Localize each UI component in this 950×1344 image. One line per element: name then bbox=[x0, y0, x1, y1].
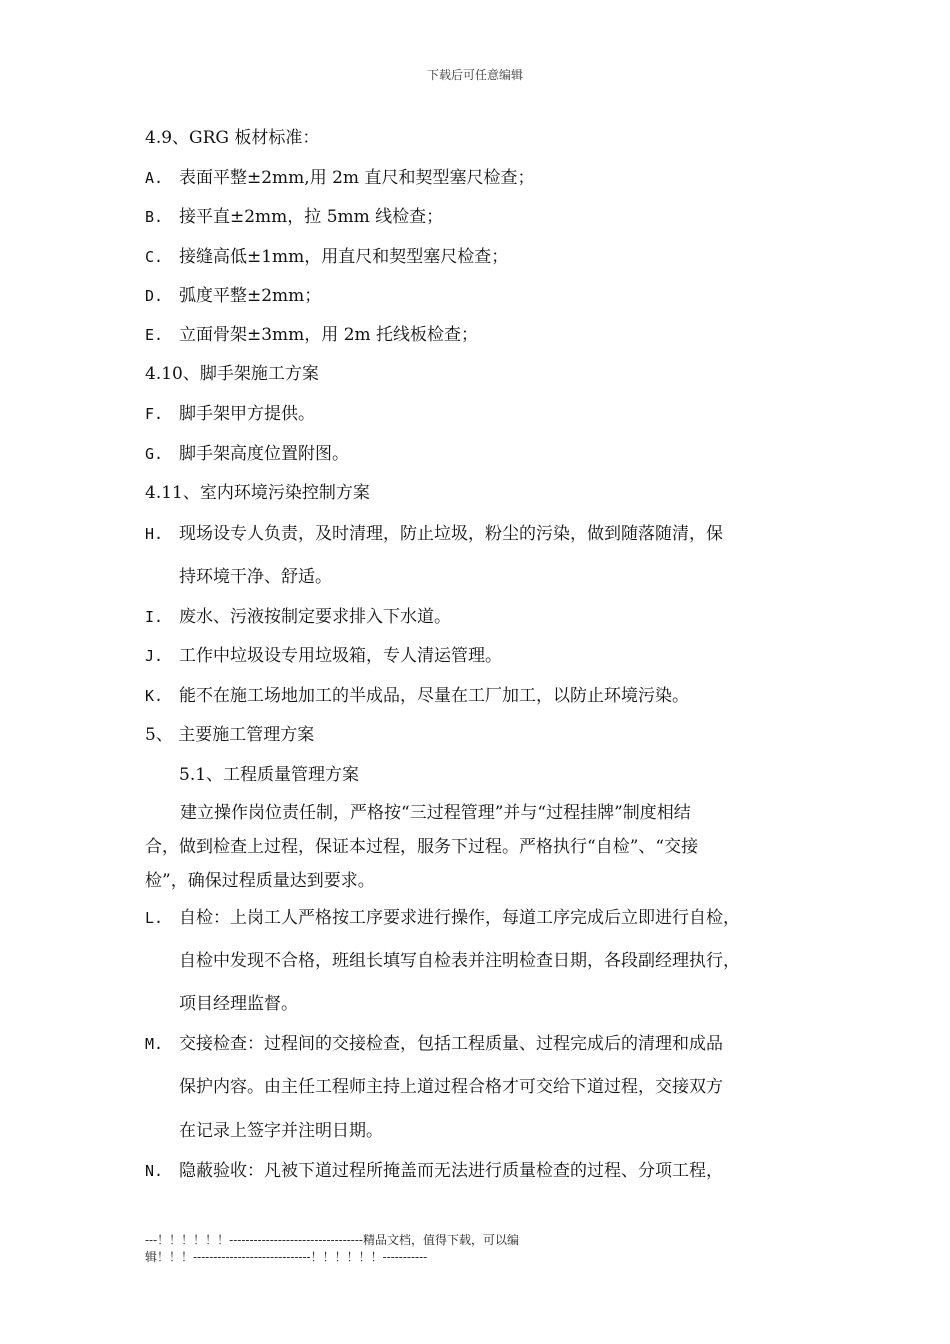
list-item-continuation: 自检中发现不合格，班组长填写自检表并注明检查日期，各段副经理执行， bbox=[179, 951, 740, 971]
list-marker: H. bbox=[145, 525, 164, 543]
list-item-text: 脚手架高度位置附图。 bbox=[179, 444, 349, 464]
list-item-text: 交接检查：过程间的交接检查，包括工程质量、过程完成后的清理和成品 bbox=[179, 1034, 723, 1054]
list-item-text: 脚手架甲方提供。 bbox=[179, 404, 315, 424]
section-5-heading: 5、 主要施工管理方案 bbox=[145, 725, 315, 745]
list-marker: I. bbox=[145, 608, 164, 626]
list-item-continuation: 在记录上签字并注明日期。 bbox=[179, 1121, 383, 1141]
list-item-text: 弧度平整±2mm； bbox=[179, 286, 322, 306]
list-item-text: 表面平整±2mm,用 2m 直尺和契型塞尺检查； bbox=[179, 168, 535, 188]
list-item-text: 接平直±2mm，拉 5mm 线检查； bbox=[179, 207, 444, 227]
list-item-text: 自检：上岗工人严格按工序要求进行操作，每道工序完成后立即进行自检， bbox=[179, 908, 740, 928]
section-4-9-heading: 4.9、GRG 板材标准： bbox=[145, 128, 320, 148]
footer-line: ---！！！！！！---------------------------------精品文档，值得下载，可以编 bbox=[145, 1233, 519, 1247]
list-marker: J. bbox=[145, 647, 164, 665]
list-marker: B. bbox=[145, 208, 164, 226]
list-item-text: 现场设专人负责，及时清理，防止垃圾，粉尘的污染，做到随落随清，保 bbox=[179, 524, 723, 544]
list-marker: K. bbox=[145, 687, 164, 705]
list-marker: A. bbox=[145, 169, 164, 187]
list-marker: N. bbox=[145, 1162, 164, 1180]
list-marker: G. bbox=[145, 445, 164, 463]
list-item-continuation: 持环境干净、舒适。 bbox=[179, 567, 332, 587]
list-item-text: 废水、污液按制定要求排入下水道。 bbox=[179, 607, 451, 627]
list-item-continuation: 保护内容。由主任工程师主持上道过程合格才可交给下道过程，交接双方 bbox=[179, 1077, 723, 1097]
list-item-continuation: 项目经理监督。 bbox=[179, 994, 298, 1014]
list-item-text: 工作中垃圾设专用垃圾箱，专人清运管理。 bbox=[179, 646, 502, 666]
section-4-11-heading: 4.11、室内环境污染控制方案 bbox=[145, 483, 370, 503]
footer-line: 辑！！！-----------------------------！！！！！！----------- bbox=[145, 1250, 428, 1264]
list-item-text: 能不在施工场地加工的半成品，尽量在工厂加工，以防止环境污染。 bbox=[179, 686, 689, 706]
page-header: 下载后可任意编辑 bbox=[426, 68, 523, 82]
page-footer bbox=[145, 1232, 519, 1266]
paragraph-line: 检”，确保过程质量达到要求。 bbox=[145, 871, 375, 891]
list-item-text: 立面骨架±3mm，用 2m 托线板检查； bbox=[179, 325, 479, 345]
section-4-10-heading: 4.10、脚手架施工方案 bbox=[145, 364, 319, 384]
list-marker: D. bbox=[145, 287, 164, 305]
list-marker: F. bbox=[145, 405, 164, 423]
list-marker: L. bbox=[145, 909, 164, 927]
paragraph-line: 合，做到检查上过程，保证本过程，服务下过程。严格执行“自检”、“交接 bbox=[145, 837, 699, 857]
list-marker: M. bbox=[145, 1035, 164, 1053]
list-marker: E. bbox=[145, 326, 164, 344]
list-marker: C. bbox=[145, 248, 164, 266]
list-item-text: 接缝高低±1mm，用直尺和契型塞尺检查； bbox=[179, 247, 509, 267]
paragraph-line: 建立操作岗位责任制，严格按“三过程管理”并与“过程挂牌”制度相结 bbox=[180, 803, 691, 823]
list-item-text: 隐蔽验收：凡被下道过程所掩盖而无法进行质量检查的过程、分项工程， bbox=[179, 1161, 723, 1181]
section-5-1-heading: 5.1、工程质量管理方案 bbox=[179, 765, 360, 785]
